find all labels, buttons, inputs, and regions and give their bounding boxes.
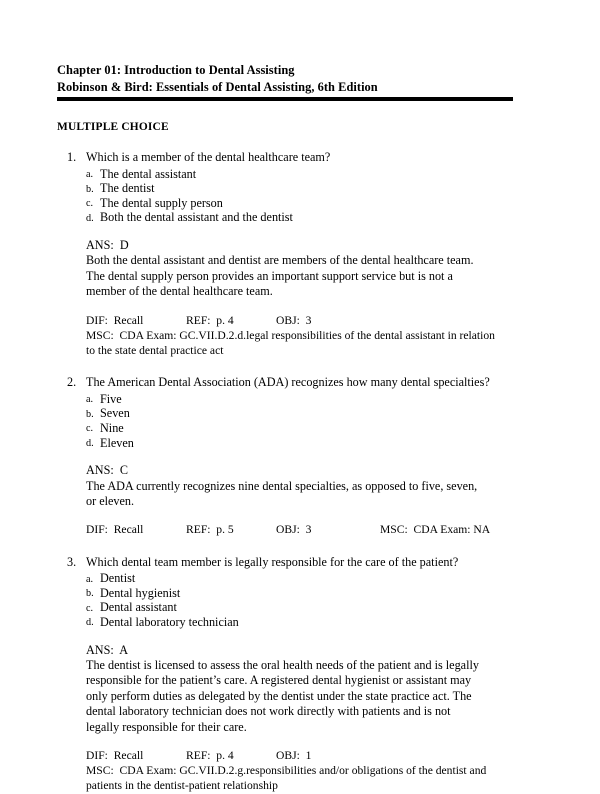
option-text: Both the dental assistant and the dentist <box>100 210 293 225</box>
option-list <box>57 392 545 450</box>
answer-key: ANS: A <box>86 642 128 657</box>
section-heading-multiple-choice: MULTIPLE CHOICE <box>57 121 169 133</box>
dif-value: Recall <box>113 749 144 762</box>
metadata-row <box>86 522 545 537</box>
msc-cell <box>380 522 490 537</box>
option-text: Dental assistant <box>100 600 177 615</box>
obj-value: 3 <box>305 523 312 537</box>
answer-block <box>57 238 545 300</box>
msc-row <box>86 763 506 793</box>
option-item[interactable] <box>57 196 545 211</box>
question-text: Which dental team member is legally responsible for the care of the patient? <box>86 554 459 569</box>
question-stem <box>57 150 545 166</box>
option-letter: a. <box>86 573 94 585</box>
question-block <box>57 150 545 358</box>
option-letter: c. <box>86 423 94 435</box>
option-item[interactable] <box>57 406 545 421</box>
option-letter: d. <box>86 438 94 450</box>
option-letter: d. <box>86 212 94 224</box>
header-book-title: Robinson & Bird: Essentials of Dental Assisting, 6th Edition <box>57 79 378 94</box>
obj-label: OBJ: <box>276 749 300 762</box>
option-list <box>57 571 545 629</box>
ref-value: p. 4 <box>216 313 234 327</box>
option-item[interactable] <box>57 436 545 451</box>
answer-key: ANS: C <box>86 463 128 478</box>
answer-rationale: The dentist is licensed to assess the oral health needs of the patient and is legally responsible for the patient’s care. A registered dental hygienist or assistant may only perform duties as delegated by the dentist under the state practice act. The dental laboratory technician does not work directly with patients and is not legally responsible for their care. <box>86 657 479 734</box>
obj-label: OBJ: <box>276 523 300 537</box>
option-text: Five <box>100 391 122 406</box>
option-text: Dental hygienist <box>100 585 181 600</box>
dif-cell <box>86 748 186 763</box>
question-number: 2. <box>67 375 77 390</box>
option-letter: a. <box>86 394 94 406</box>
header-chapter-title: Chapter 01: Introduction to Dental Assisting <box>57 63 295 77</box>
option-text: Eleven <box>100 435 134 450</box>
option-item[interactable] <box>57 167 545 182</box>
question-block <box>57 555 545 794</box>
question-block <box>57 375 545 537</box>
option-text: The dental supply person <box>100 195 223 210</box>
dif-label: DIF: <box>86 313 108 327</box>
option-item[interactable] <box>57 181 545 196</box>
obj-value: 3 <box>305 313 312 327</box>
answer-block <box>57 643 545 735</box>
option-text: Nine <box>100 420 124 435</box>
dif-label: DIF: <box>86 523 108 537</box>
dif-cell <box>86 313 186 328</box>
question-number: 3. <box>67 554 77 569</box>
ref-cell <box>186 313 276 328</box>
metadata-row <box>86 313 545 328</box>
obj-cell <box>276 313 380 328</box>
option-item[interactable] <box>57 586 545 601</box>
question-stem <box>57 375 545 391</box>
answer-rationale: The ADA currently recognizes nine dental specialties, as opposed to five, seven, or eleven. <box>86 478 478 508</box>
option-text: The dentist <box>100 181 155 196</box>
msc-value: CDA Exam: GC.VII.D.2.g.responsibilities and/or obligations of the dentist and patients in the dentist-patient relationship <box>86 764 487 793</box>
dif-label: DIF: <box>86 749 108 762</box>
answer-rationale: Both the dental assistant and dentist are members of the dental healthcare team. The dental supply person provides an important support service but is not a member of the dental healthcare team. <box>86 253 474 299</box>
question-number: 1. <box>67 150 77 164</box>
option-item[interactable] <box>57 392 545 407</box>
document-header <box>57 62 545 95</box>
question-metadata <box>57 522 545 537</box>
option-letter: b. <box>86 588 94 600</box>
question-metadata <box>57 313 545 359</box>
msc-value: CDA Exam: GC.VII.D.2.d.legal responsibilities of the dental assistant in relation to the state dental practice act <box>86 328 495 357</box>
option-list <box>57 167 545 225</box>
option-letter: d. <box>86 617 94 629</box>
option-text: The dental assistant <box>100 166 197 181</box>
questions-container <box>57 150 545 794</box>
msc-value: CDA Exam: NA <box>413 523 491 537</box>
ref-cell <box>186 748 276 763</box>
option-item[interactable] <box>57 421 545 436</box>
question-metadata <box>57 748 545 794</box>
question-stem <box>57 555 545 571</box>
option-letter: b. <box>86 408 94 420</box>
dif-value: Recall <box>113 523 144 537</box>
obj-label: OBJ: <box>276 313 300 327</box>
option-text: Dental laboratory technician <box>100 614 239 629</box>
question-text: The American Dental Association (ADA) recognizes how many dental specialties? <box>86 375 490 390</box>
obj-cell <box>276 522 380 537</box>
option-item[interactable] <box>57 615 545 630</box>
ref-label: REF: <box>186 523 211 537</box>
ref-cell <box>186 522 276 537</box>
option-text: Dentist <box>100 571 136 586</box>
msc-label: MSC: <box>86 764 114 778</box>
obj-value: 1 <box>305 749 312 762</box>
option-item[interactable] <box>57 571 545 586</box>
dif-value: Recall <box>113 313 144 327</box>
option-letter: c. <box>86 198 94 210</box>
msc-label: MSC: <box>86 328 114 342</box>
option-text: Seven <box>100 406 130 421</box>
ref-label: REF: <box>186 313 211 327</box>
ref-value: p. 4 <box>216 749 234 762</box>
option-item[interactable] <box>57 210 545 225</box>
answer-key: ANS: D <box>86 237 129 252</box>
metadata-row <box>86 748 545 763</box>
header-divider-rule <box>57 97 513 101</box>
option-letter: a. <box>86 169 94 181</box>
msc-row <box>86 328 506 358</box>
dif-cell <box>86 522 186 537</box>
ref-value: p. 5 <box>216 523 234 537</box>
ref-label: REF: <box>186 749 211 762</box>
obj-cell <box>276 748 380 763</box>
option-letter: b. <box>86 183 94 195</box>
answer-block <box>57 463 545 509</box>
option-item[interactable] <box>57 600 545 615</box>
question-text: Which is a member of the dental healthcare team? <box>86 150 331 164</box>
msc-label: MSC: <box>380 523 408 537</box>
option-letter: c. <box>86 602 94 614</box>
